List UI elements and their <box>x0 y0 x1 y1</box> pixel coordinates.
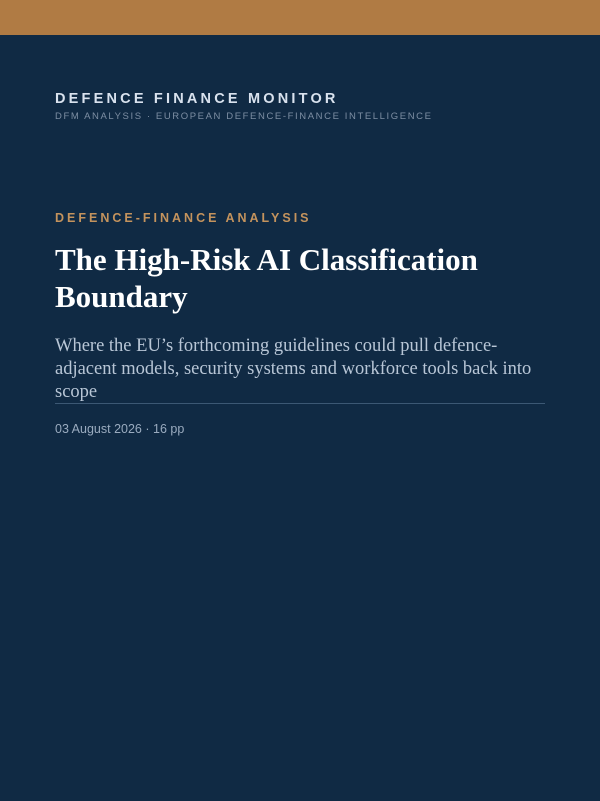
report-meta <box>55 421 184 437</box>
meta-separator: · <box>141 422 153 436</box>
publication-date: 03 August 2026 <box>55 422 142 436</box>
section-kicker: DEFENCE-FINANCE ANALYSIS <box>55 211 312 225</box>
publication-tagline: DFM ANALYSIS · EUROPEAN DEFENCE-FINANCE INTELLIGENCE <box>55 111 433 122</box>
page-count: 16 pp <box>153 422 185 436</box>
top-accent-band <box>0 0 600 35</box>
publication-name: DEFENCE FINANCE MONITOR <box>55 91 339 107</box>
report-subtitle: Where the EU’s forthcoming guidelines could pull defence-adjacent models, security systems and workforce tools back into scope <box>55 336 532 402</box>
divider-rule <box>55 403 545 404</box>
report-title: The High-Risk AI Classification Boundary <box>55 242 478 314</box>
masthead <box>55 90 545 123</box>
